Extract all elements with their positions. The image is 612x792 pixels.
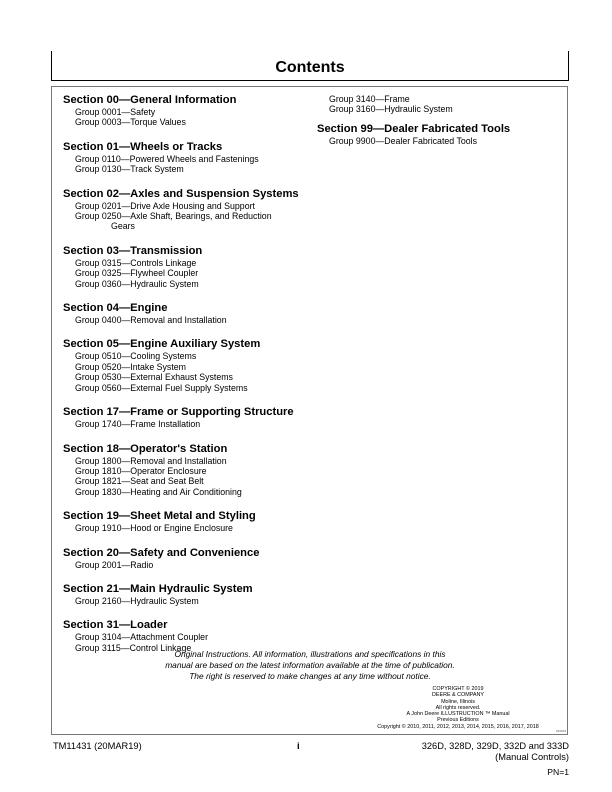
- section-01: [63, 141, 313, 175]
- group-0530[interactable]: Group 0530—External Exhaust Systems: [75, 372, 233, 383]
- copyright-line-7: Copyright © 2010, 2011, 2012, 2013, 2014, 2015, 2016, 2017, 2018: [377, 723, 539, 730]
- section-00-title[interactable]: Section 00—General Information: [63, 94, 237, 106]
- section-21: [63, 583, 313, 606]
- section-00: [63, 94, 313, 128]
- copyright-line-1: COPYRIGHT © 2019: [432, 686, 484, 692]
- group-0001[interactable]: Group 0001—Safety: [75, 107, 156, 117]
- group-0003[interactable]: Group 0003—Torque Values: [75, 117, 186, 128]
- group-0325[interactable]: Group 0325—Flywheel Coupler: [75, 268, 199, 279]
- group-1800[interactable]: Group 1800—Removal and Installation: [75, 455, 227, 466]
- group-0250-line2: Gears: [111, 221, 135, 232]
- section-17: [63, 406, 313, 429]
- section-04: [63, 302, 313, 325]
- contents-right-column: [317, 94, 557, 146]
- group-0110[interactable]: Group 0110—Powered Wheels and Fastenings: [75, 153, 259, 164]
- group-0560[interactable]: Group 0560—External Fuel Supply Systems: [75, 382, 248, 393]
- group-2001[interactable]: Group 2001—Radio: [75, 559, 154, 570]
- section-02: [63, 188, 313, 232]
- footer-models: [422, 741, 569, 763]
- section-20-title[interactable]: Section 20—Safety and Convenience: [63, 546, 260, 559]
- section-18-title[interactable]: Section 18—Operator's Station: [63, 442, 228, 455]
- footer-models-line: 326D, 328D, 329D, 332D and 333D: [421, 741, 569, 751]
- footer-pn: PN=1: [547, 767, 569, 777]
- footer-subtitle-line: (Manual Controls): [495, 752, 569, 762]
- section-05-title[interactable]: Section 05—Engine Auxiliary System: [63, 338, 261, 351]
- group-3160[interactable]: Group 3160—Hydraulic System: [329, 104, 453, 115]
- group-1821[interactable]: Group 1821—Seat and Seat Belt: [75, 476, 204, 487]
- copyright-line-4: All rights reserved.: [435, 704, 481, 711]
- section-21-title[interactable]: Section 21—Main Hydraulic System: [63, 582, 253, 595]
- footer-doc-id: TM11431 (20MAR19): [53, 741, 142, 751]
- group-0520[interactable]: Group 0520—Intake System: [75, 361, 186, 372]
- copyright-line-2: DEERE & COMPANY: [431, 692, 485, 699]
- group-9900[interactable]: Group 9900—Dealer Fabricated Tools: [329, 135, 478, 146]
- title-rule: [51, 80, 569, 81]
- section-99: [317, 123, 557, 146]
- small-code: 032019: [556, 729, 567, 733]
- original-instructions-notice: [110, 649, 510, 682]
- notice-line-1: Original Instructions. All information, illustrations and specifications in this: [174, 649, 446, 659]
- footer-page-number: i: [297, 741, 300, 752]
- group-0250[interactable]: [63, 211, 313, 232]
- section-04-title[interactable]: Section 04—Engine: [63, 302, 168, 315]
- section-03-title[interactable]: Section 03—Transmission: [63, 244, 203, 257]
- group-2160[interactable]: Group 2160—Hydraulic System: [75, 595, 199, 606]
- section-19: [63, 510, 313, 533]
- group-3104[interactable]: Group 3104—Attachment Coupler: [75, 632, 209, 643]
- group-0315[interactable]: Group 0315—Controls Linkage: [75, 257, 197, 268]
- section-03: [63, 245, 313, 289]
- section-01-title[interactable]: Section 01—Wheels or Tracks: [63, 140, 223, 153]
- copyright-line-6: Previous Editions: [437, 717, 479, 724]
- notice-line-2: manual are based on the latest information available at the time of publication.: [165, 660, 455, 670]
- group-0360[interactable]: Group 0360—Hydraulic System: [75, 278, 199, 289]
- section-18: [63, 443, 313, 498]
- group-0250-line1: Group 0250—Axle Shaft, Bearings, and Reduction: [75, 211, 272, 222]
- group-0201[interactable]: Group 0201—Drive Axle Housing and Support: [75, 200, 255, 211]
- section-19-title[interactable]: Section 19—Sheet Metal and Styling: [63, 510, 256, 523]
- notice-line-3: The right is reserved to make changes at any time without notice.: [189, 671, 431, 681]
- section-02-title[interactable]: Section 02—Axles and Suspension Systems: [63, 187, 299, 200]
- group-3140[interactable]: Group 3140—Frame: [329, 94, 410, 104]
- group-1810[interactable]: Group 1810—Operator Enclosure: [75, 465, 207, 476]
- group-1910[interactable]: Group 1910—Hood or Engine Enclosure: [75, 523, 233, 534]
- page-title: Contents: [275, 59, 345, 76]
- section-31-title[interactable]: Section 31—Loader: [63, 619, 168, 632]
- section-05: [63, 338, 313, 393]
- copyright-block: [330, 686, 586, 730]
- copyright-line-5: A John Deere ILLUSTRUCTION ™ Manual: [406, 711, 510, 718]
- section-20: [63, 547, 313, 570]
- copyright-line-3: Moline, Illinois: [441, 698, 475, 705]
- group-0130[interactable]: Group 0130—Track System: [75, 164, 184, 175]
- group-3115[interactable]: Group 3115—Control Linkage: [75, 642, 192, 653]
- section-17-title[interactable]: Section 17—Frame or Supporting Structure: [63, 406, 294, 419]
- group-0400[interactable]: Group 0400—Removal and Installation: [75, 315, 227, 326]
- contents-left-column: [63, 94, 313, 653]
- group-0510[interactable]: Group 0510—Cooling Systems: [75, 351, 197, 362]
- group-1740[interactable]: Group 1740—Frame Installation: [75, 419, 201, 430]
- group-1830[interactable]: Group 1830—Heating and Air Conditioning: [75, 486, 242, 497]
- section-99-title[interactable]: Section 99—Dealer Fabricated Tools: [317, 122, 511, 135]
